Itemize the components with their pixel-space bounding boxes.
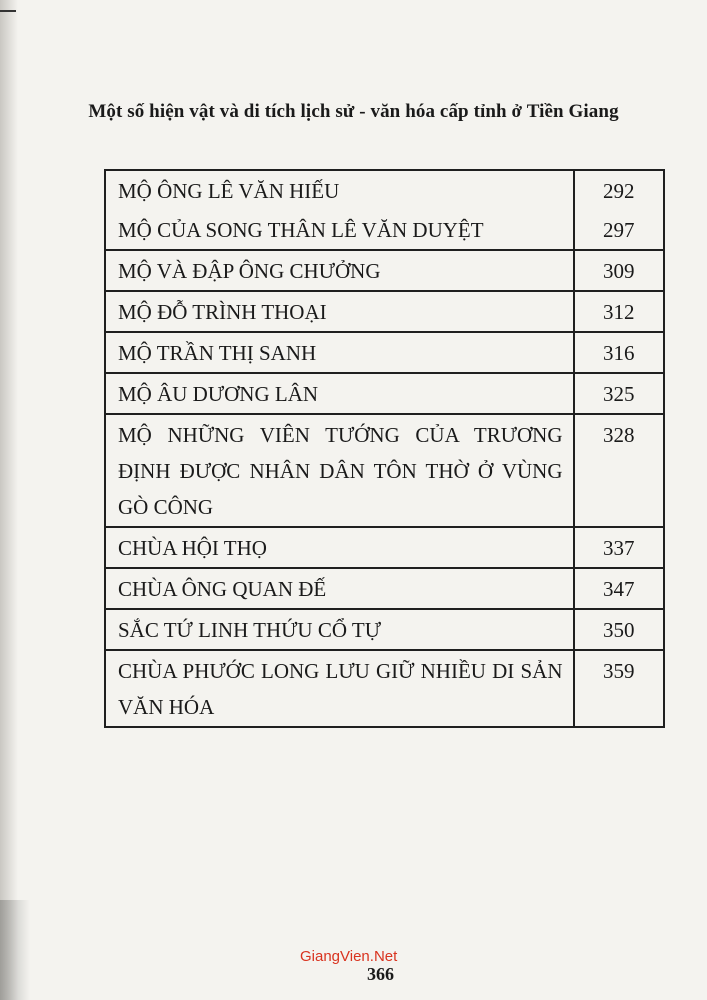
- toc-row: [105, 170, 664, 210]
- toc-row: [105, 414, 664, 527]
- toc-page: 328: [574, 414, 665, 527]
- toc-title: CHÙA ÔNG QUAN ĐẾ: [105, 568, 574, 609]
- toc-page: 292: [574, 170, 665, 210]
- toc-row: [105, 527, 664, 568]
- toc-title: CHÙA HỘI THỌ: [105, 527, 574, 568]
- toc-row: [105, 650, 664, 727]
- toc-row: [105, 291, 664, 332]
- toc-title: MỘ ÂU DƯƠNG LÂN: [105, 373, 574, 414]
- page-corner-shadow: [0, 900, 30, 1000]
- corner-mark: [0, 10, 16, 12]
- toc-row: [105, 609, 664, 650]
- toc-row: [105, 332, 664, 373]
- toc-page: 359: [574, 650, 665, 727]
- toc-title: CHÙA PHƯỚC LONG LƯU GIỮ NHIỀU DI SẢN VĂN HÓA: [105, 650, 574, 727]
- toc-page: 337: [574, 527, 665, 568]
- toc-title: MỘ TRẦN THỊ SANH: [105, 332, 574, 373]
- toc-title: MỘ CỦA SONG THÂN LÊ VĂN DUYỆT: [105, 210, 574, 250]
- page-number: 366: [367, 964, 394, 984]
- toc-title: SẮC TỨ LINH THỨU CỔ TỰ: [105, 609, 574, 650]
- toc-page: 347: [574, 568, 665, 609]
- toc-page: 325: [574, 373, 665, 414]
- toc-row: [105, 250, 664, 291]
- toc-title: MỘ ĐỖ TRÌNH THOẠI: [105, 291, 574, 332]
- toc-title: MỘ NHỮNG VIÊN TƯỚNG CỦA TRƯƠNG ĐỊNH ĐƯỢC NHÂN DÂN TÔN THỜ Ở VÙNG GÒ CÔNG: [105, 414, 574, 527]
- toc-page: 350: [574, 609, 665, 650]
- toc-page: 309: [574, 250, 665, 291]
- toc-table: [104, 169, 665, 728]
- toc-title: MỘ ÔNG LÊ VĂN HIẾU: [105, 170, 574, 210]
- toc-page: 312: [574, 291, 665, 332]
- toc-row: [105, 210, 664, 250]
- page-edge-shadow: [0, 0, 18, 1000]
- toc-title: MỘ VÀ ĐẬP ÔNG CHƯỞNG: [105, 250, 574, 291]
- toc-row: [105, 568, 664, 609]
- toc-page: 297: [574, 210, 665, 250]
- toc-page: 316: [574, 332, 665, 373]
- running-head: Một số hiện vật và di tích lịch sử - văn hóa cấp tỉnh ở Tiền Giang: [88, 101, 619, 122]
- watermark: GiangVien.Net: [300, 948, 398, 965]
- toc-row: [105, 373, 664, 414]
